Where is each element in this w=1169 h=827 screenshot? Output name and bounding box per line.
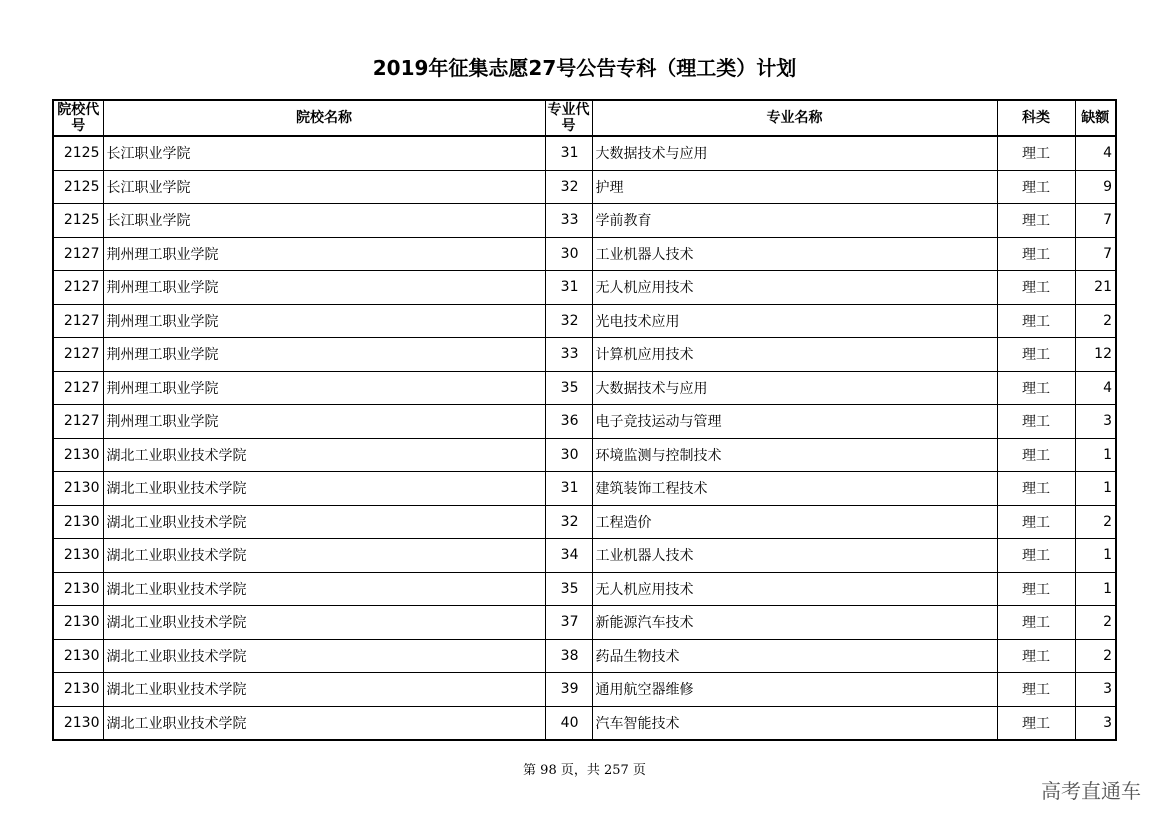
page-title: 2019年征集志愿27号公告专科（理工类）计划 <box>372 56 797 80</box>
cell-school-code: 2127 <box>53 371 103 405</box>
cell-school-code: 2130 <box>53 572 103 606</box>
cell-school-name: 湖北工业职业技术学院 <box>103 606 545 640</box>
cell-school-code: 2130 <box>53 639 103 673</box>
plan-table <box>52 99 1117 741</box>
cell-vacancy: 7 <box>1075 204 1116 238</box>
cell-school-code: 2127 <box>53 405 103 439</box>
table-row <box>53 539 1116 573</box>
header-school-code: 院校代号 <box>53 100 103 136</box>
cell-major-name: 学前教育 <box>592 204 997 238</box>
cell-school-code: 2127 <box>53 271 103 305</box>
table-row <box>53 271 1116 305</box>
table-row <box>53 706 1116 740</box>
cell-major-name: 通用航空器维修 <box>592 673 997 707</box>
cell-major-code: 31 <box>545 136 592 170</box>
cell-major-name: 工业机器人技术 <box>592 237 997 271</box>
cell-vacancy: 2 <box>1075 505 1116 539</box>
cell-major-name: 工程造价 <box>592 505 997 539</box>
cell-major-name: 电子竞技运动与管理 <box>592 405 997 439</box>
cell-vacancy: 7 <box>1075 237 1116 271</box>
cell-category: 理工 <box>997 539 1075 573</box>
cell-school-name: 长江职业学院 <box>103 136 545 170</box>
cell-major-name: 药品生物技术 <box>592 639 997 673</box>
cell-major-code: 35 <box>545 572 592 606</box>
cell-category: 理工 <box>997 673 1075 707</box>
cell-major-name: 大数据技术与应用 <box>592 371 997 405</box>
header-category: 科类 <box>997 100 1075 136</box>
watermark-logo: 高考直通车 <box>1041 779 1141 803</box>
cell-major-code: 31 <box>545 472 592 506</box>
cell-school-code: 2130 <box>53 438 103 472</box>
cell-category: 理工 <box>997 271 1075 305</box>
cell-category: 理工 <box>997 304 1075 338</box>
cell-major-code: 35 <box>545 371 592 405</box>
cell-major-name: 光电技术应用 <box>592 304 997 338</box>
cell-vacancy: 3 <box>1075 706 1116 740</box>
cell-category: 理工 <box>997 204 1075 238</box>
cell-school-code: 2130 <box>53 472 103 506</box>
cell-category: 理工 <box>997 706 1075 740</box>
cell-major-name: 建筑装饰工程技术 <box>592 472 997 506</box>
table-row <box>53 438 1116 472</box>
table-row <box>53 673 1116 707</box>
table-row <box>53 204 1116 238</box>
cell-category: 理工 <box>997 572 1075 606</box>
cell-major-name: 大数据技术与应用 <box>592 136 997 170</box>
cell-school-name: 荆州理工职业学院 <box>103 237 545 271</box>
cell-major-name: 无人机应用技术 <box>592 572 997 606</box>
cell-vacancy: 12 <box>1075 338 1116 372</box>
cell-major-code: 30 <box>545 237 592 271</box>
cell-vacancy: 9 <box>1075 170 1116 204</box>
cell-vacancy: 1 <box>1075 472 1116 506</box>
cell-category: 理工 <box>997 237 1075 271</box>
cell-category: 理工 <box>997 472 1075 506</box>
cell-major-name: 汽车智能技术 <box>592 706 997 740</box>
cell-major-code: 36 <box>545 405 592 439</box>
cell-school-name: 湖北工业职业技术学院 <box>103 706 545 740</box>
table-row <box>53 572 1116 606</box>
cell-category: 理工 <box>997 639 1075 673</box>
cell-category: 理工 <box>997 505 1075 539</box>
cell-vacancy: 1 <box>1075 572 1116 606</box>
cell-school-name: 荆州理工职业学院 <box>103 304 545 338</box>
table-row <box>53 505 1116 539</box>
cell-vacancy: 1 <box>1075 539 1116 573</box>
cell-major-name: 新能源汽车技术 <box>592 606 997 640</box>
cell-major-name: 计算机应用技术 <box>592 338 997 372</box>
cell-vacancy: 21 <box>1075 271 1116 305</box>
cell-school-code: 2125 <box>53 136 103 170</box>
cell-school-code: 2127 <box>53 237 103 271</box>
header-school-name: 院校名称 <box>103 100 545 136</box>
cell-vacancy: 4 <box>1075 371 1116 405</box>
cell-school-name: 湖北工业职业技术学院 <box>103 673 545 707</box>
cell-school-code: 2127 <box>53 304 103 338</box>
cell-category: 理工 <box>997 338 1075 372</box>
header-major-name: 专业名称 <box>592 100 997 136</box>
cell-school-name: 荆州理工职业学院 <box>103 271 545 305</box>
cell-vacancy: 2 <box>1075 639 1116 673</box>
table-row <box>53 237 1116 271</box>
cell-school-code: 2127 <box>53 338 103 372</box>
cell-category: 理工 <box>997 606 1075 640</box>
header-major-code: 专业代号 <box>545 100 592 136</box>
cell-vacancy: 2 <box>1075 304 1116 338</box>
cell-school-name: 荆州理工职业学院 <box>103 371 545 405</box>
table-row <box>53 405 1116 439</box>
cell-school-name: 湖北工业职业技术学院 <box>103 505 545 539</box>
cell-school-name: 湖北工业职业技术学院 <box>103 472 545 506</box>
cell-major-name: 护理 <box>592 170 997 204</box>
cell-major-code: 40 <box>545 706 592 740</box>
cell-school-name: 荆州理工职业学院 <box>103 405 545 439</box>
cell-major-code: 38 <box>545 639 592 673</box>
table-row <box>53 606 1116 640</box>
cell-major-name: 无人机应用技术 <box>592 271 997 305</box>
cell-category: 理工 <box>997 170 1075 204</box>
cell-vacancy: 3 <box>1075 405 1116 439</box>
cell-school-code: 2125 <box>53 170 103 204</box>
cell-major-code: 32 <box>545 170 592 204</box>
cell-school-code: 2125 <box>53 204 103 238</box>
cell-major-code: 30 <box>545 438 592 472</box>
cell-school-name: 长江职业学院 <box>103 204 545 238</box>
cell-vacancy: 4 <box>1075 136 1116 170</box>
cell-school-name: 湖北工业职业技术学院 <box>103 438 545 472</box>
page-footer: 第 98 页，共 257 页 <box>523 763 646 778</box>
cell-major-name: 工业机器人技术 <box>592 539 997 573</box>
cell-school-name: 湖北工业职业技术学院 <box>103 639 545 673</box>
cell-major-name: 环境监测与控制技术 <box>592 438 997 472</box>
cell-category: 理工 <box>997 438 1075 472</box>
cell-school-code: 2130 <box>53 539 103 573</box>
cell-major-code: 32 <box>545 505 592 539</box>
cell-major-code: 32 <box>545 304 592 338</box>
table-row <box>53 170 1116 204</box>
cell-major-code: 39 <box>545 673 592 707</box>
cell-school-code: 2130 <box>53 606 103 640</box>
cell-category: 理工 <box>997 405 1075 439</box>
header-vacancy: 缺额 <box>1075 100 1116 136</box>
cell-school-code: 2130 <box>53 673 103 707</box>
cell-vacancy: 2 <box>1075 606 1116 640</box>
table-row <box>53 304 1116 338</box>
table-header-row <box>53 100 1116 136</box>
cell-school-name: 湖北工业职业技术学院 <box>103 539 545 573</box>
cell-major-code: 33 <box>545 204 592 238</box>
cell-major-code: 33 <box>545 338 592 372</box>
cell-category: 理工 <box>997 371 1075 405</box>
cell-school-code: 2130 <box>53 706 103 740</box>
table-row <box>53 136 1116 170</box>
cell-major-code: 34 <box>545 539 592 573</box>
cell-major-code: 37 <box>545 606 592 640</box>
cell-major-code: 31 <box>545 271 592 305</box>
cell-vacancy: 1 <box>1075 438 1116 472</box>
table-row <box>53 371 1116 405</box>
cell-school-code: 2130 <box>53 505 103 539</box>
table-body <box>53 136 1116 740</box>
cell-school-name: 湖北工业职业技术学院 <box>103 572 545 606</box>
cell-school-name: 长江职业学院 <box>103 170 545 204</box>
cell-school-name: 荆州理工职业学院 <box>103 338 545 372</box>
cell-category: 理工 <box>997 136 1075 170</box>
table-row <box>53 338 1116 372</box>
table-row <box>53 639 1116 673</box>
table-row <box>53 472 1116 506</box>
cell-vacancy: 3 <box>1075 673 1116 707</box>
